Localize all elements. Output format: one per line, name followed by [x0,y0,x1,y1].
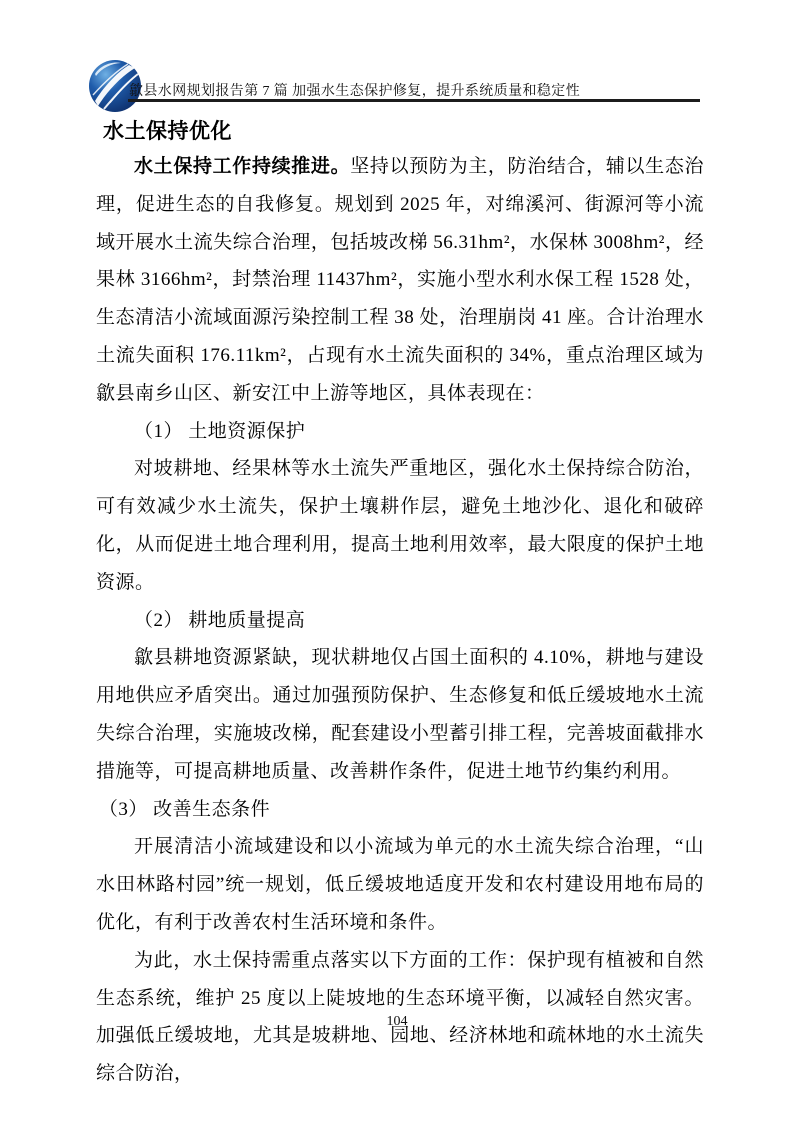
paragraph-ecological-conditions: 开展清洁小流域建设和以小流域为单元的水土流失综合治理，“山水田林路村园”统一规划，低丘缓坡地适度开发和农村建设用地布局的优化，有利于改善农村生活环境和条件。 [96,836,704,933]
list-item-3-heading: （3） 改善生态条件 [98,798,271,820]
document-body [96,106,704,1093]
paragraph-farmland-quality: 歙县耕地资源紧缺，现状耕地仅占国土面积的 4.10%，耕地与建设用地供应矛盾突出。通过加强预防保护、生态修复和低丘缓坡地水土流失综合治理，实施坡改梯，配套建设小型蓄引排工程，完善坡面截排水措施等，可提高耕地质量、改善耕作条件，促进土地节约集约利用。 [96,647,704,782]
header-running-title: 歙县水网规划报告第 7 篇 加强水生态保护修复，提升系统质量和稳定性 [129,84,581,99]
header-divider [128,99,700,102]
paragraph-bold-lead: 水土保持工作持续推进。 [134,156,351,177]
paragraph-text: 坚持以预防为主，防治结合，辅以生态治理，促进生态的自我修复。规划到 2025 年，对绵溪河、街源河等小流域开展水土流失综合治理，包括坡改梯 56.31hm²，水保林 3008hm²，经果林 3166hm²，封禁治理 11437hm²，实施小型水利水保工程 1528 处，生态清洁小流域面源污染控制工程 38 处，治理崩岗 41 座。合计治理水土流失面积 176.11km²，占现有水土流失面积的 34%，重点治理区域为歙县南乡山区、新安江中上游等地区，具体表现在： [96,156,704,404]
page-footer [0,1012,794,1030]
section-title: 水土保持优化 [103,119,232,143]
paragraph-key-tasks: 为此，水土保持需重点落实以下方面的工作：保护现有植被和自然生态系统，维护 25 度以上陡坡地的生态环境平衡，以减轻自然灾害。加强低丘缓坡地，尤其是坡耕地、园地、经济林地和疏林地的水土流失综合防治， [96,949,704,1085]
list-item-2-heading: （2） 耕地质量提高 [134,609,306,631]
page-number: 104 [386,1014,408,1029]
list-item-1-heading: （1） 土地资源保护 [134,420,306,442]
paragraph-land-resource-protection: 对坡耕地、经果林等水土流失严重地区，强化水土保持综合防治，可有效减少水土流失，保护土壤耕作层，避免土地沙化、退化和破碎化，从而促进土地合理利用，提高土地利用效率，最大限度的保护土地资源。 [96,458,704,593]
paragraph-soil-conservation-progress [96,148,704,413]
